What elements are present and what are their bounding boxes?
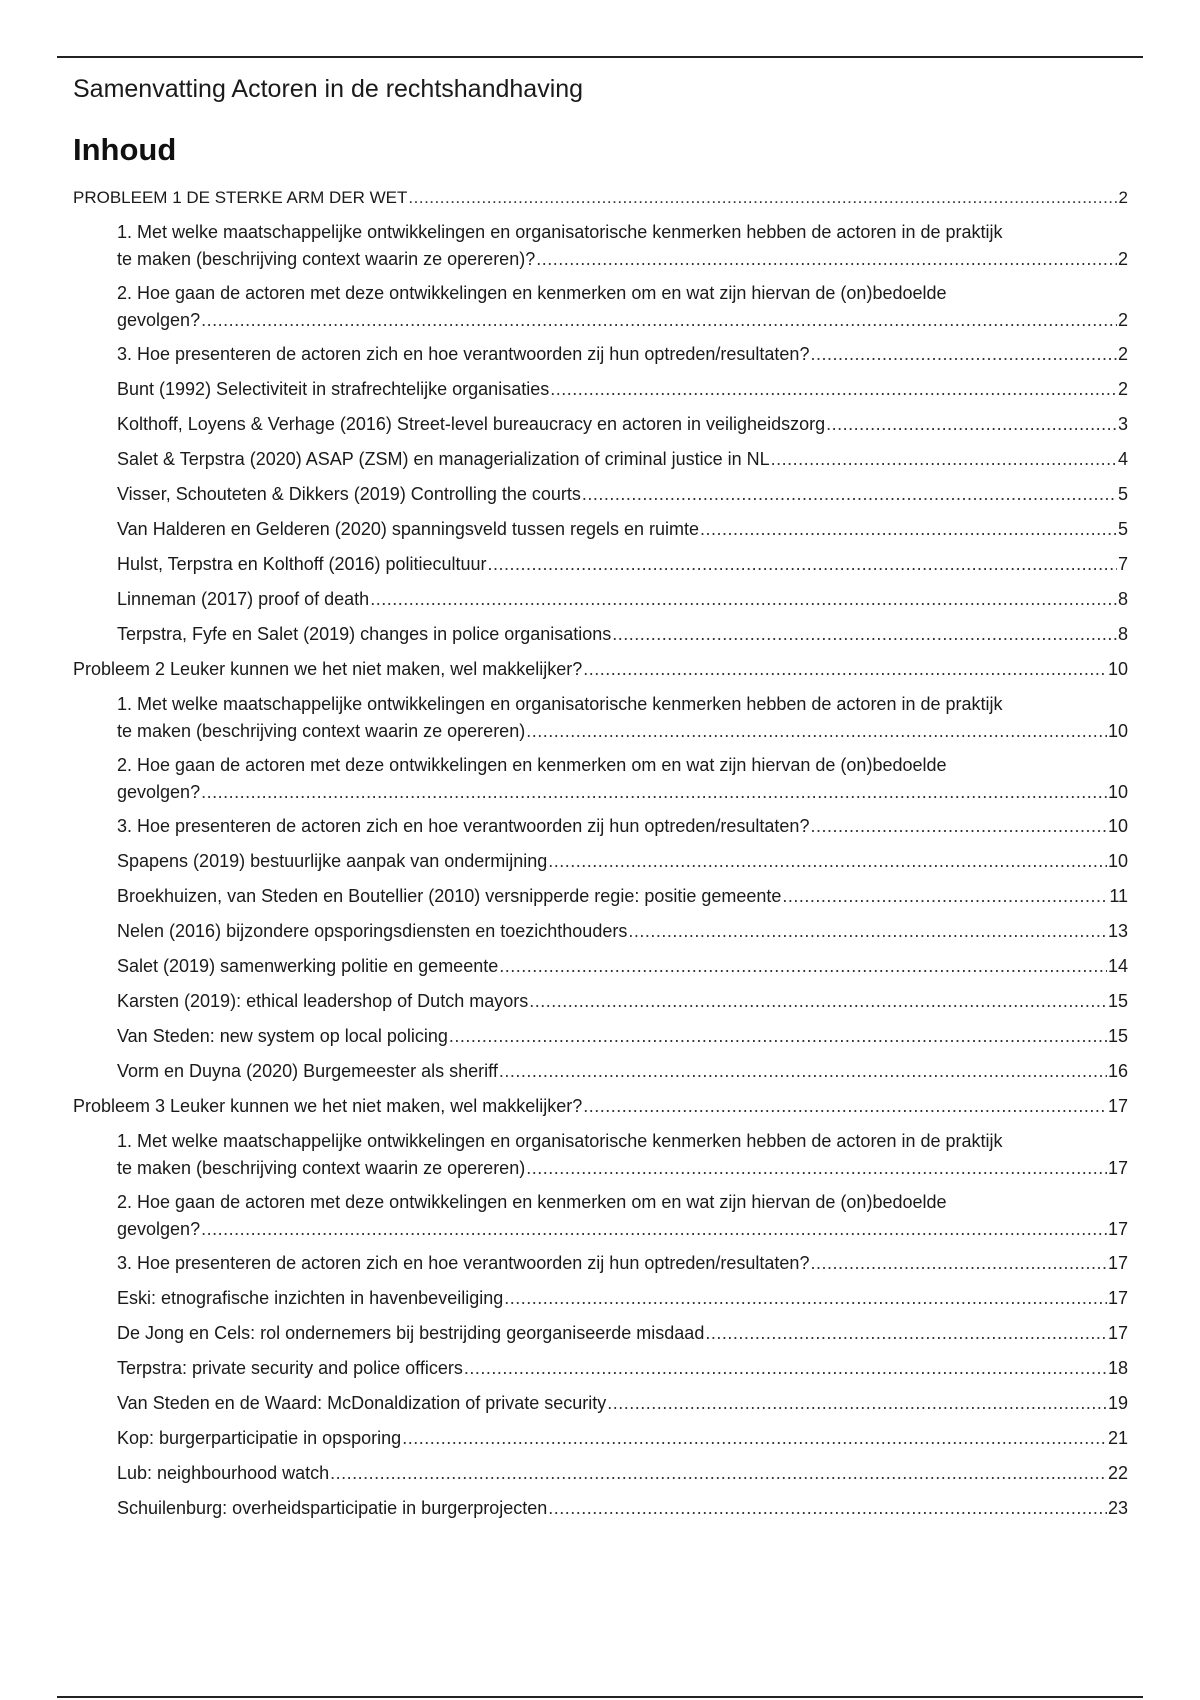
toc-dot-leader xyxy=(526,718,1107,745)
toc-dot-leader xyxy=(782,883,1108,910)
toc-section-entry[interactable] xyxy=(73,586,1128,613)
toc-entry-line xyxy=(117,1425,1128,1452)
toc-entry-title-line: 1. Met welke maatschappelijke ontwikkelingen en organisatorische kenmerken hebben de actoren in de praktijk xyxy=(117,694,1003,714)
toc-section-entry[interactable] xyxy=(73,988,1128,1015)
toc-entry-line xyxy=(117,1023,1128,1050)
toc-dot-leader xyxy=(464,1355,1107,1382)
toc-page-number: 2 xyxy=(1117,249,1128,269)
toc-page-number: 8 xyxy=(1117,589,1128,609)
toc-section-entry[interactable] xyxy=(73,341,1128,368)
toc-dot-leader xyxy=(700,516,1117,543)
toc-page-number: 4 xyxy=(1117,449,1128,469)
toc-entry-line xyxy=(73,184,1128,211)
toc-entry-line xyxy=(73,1093,1128,1120)
toc-dot-leader xyxy=(607,1390,1107,1417)
footer-rule xyxy=(57,1696,1143,1698)
toc-dot-leader xyxy=(583,656,1107,683)
toc-entry-title: Terpstra: private security and police officers xyxy=(117,1358,463,1378)
toc-entry-title: 3. Hoe presenteren de actoren zich en hoe verantwoorden zij hun optreden/resultaten? xyxy=(117,344,810,364)
toc-entry-line xyxy=(117,1058,1128,1085)
toc-section-entry[interactable] xyxy=(73,1189,1128,1243)
toc-entry-line xyxy=(117,1250,1128,1277)
toc-entry-line xyxy=(117,883,1128,910)
toc-page-number: 5 xyxy=(1117,484,1128,504)
toc-entry-title: Nelen (2016) bijzondere opsporingsdiensten en toezichthouders xyxy=(117,921,628,941)
toc-page-number: 8 xyxy=(1117,624,1128,644)
toc-entry-title: te maken (beschrijving context waarin ze opereren) xyxy=(117,721,526,741)
toc-page-number: 2 xyxy=(1117,379,1128,399)
toc-entry-title-line: 2. Hoe gaan de actoren met deze ontwikkelingen en kenmerken om en wat zijn hiervan de (on)bedoelde xyxy=(117,283,947,303)
toc-entry-line xyxy=(117,1285,1128,1312)
toc-entry-line xyxy=(117,551,1128,578)
toc-section-entry[interactable] xyxy=(73,411,1128,438)
toc-entry-line xyxy=(117,621,1128,648)
toc-entry-title: Linneman (2017) proof of death xyxy=(117,589,370,609)
toc-entry-title-line: 1. Met welke maatschappelijke ontwikkelingen en organisatorische kenmerken hebben de actoren in de praktijk xyxy=(117,1131,1003,1151)
toc-page-number: 21 xyxy=(1107,1428,1128,1448)
toc-dot-leader xyxy=(330,1460,1107,1487)
toc-entry-line xyxy=(73,656,1128,683)
toc-heading: Inhoud xyxy=(73,132,177,167)
toc-entry-line xyxy=(117,481,1128,508)
toc-dot-leader xyxy=(612,621,1117,648)
toc-entry-title: Salet (2019) samenwerking politie en gemeente xyxy=(117,956,499,976)
toc-chapter-entry[interactable] xyxy=(73,184,1128,211)
toc-page-number: 10 xyxy=(1107,816,1128,836)
toc-entry-line xyxy=(117,446,1128,473)
toc-section-entry[interactable] xyxy=(73,516,1128,543)
toc-entry-title-line: 2. Hoe gaan de actoren met deze ontwikkelingen en kenmerken om en wat zijn hiervan de (on)bedoelde xyxy=(117,755,947,775)
toc-section-entry[interactable] xyxy=(73,621,1128,648)
toc-section-entry[interactable] xyxy=(73,1058,1128,1085)
toc-entry-line xyxy=(117,516,1128,543)
toc-entry-title: PROBLEEM 1 DE STERKE ARM DER WET xyxy=(73,188,408,207)
toc-section-entry[interactable] xyxy=(73,1320,1128,1347)
toc-entry-title: Kolthoff, Loyens & Verhage (2016) Street-level bureaucracy en actoren in veiligheidszorg xyxy=(117,414,826,434)
toc-section-entry[interactable] xyxy=(73,1023,1128,1050)
toc-section-entry[interactable] xyxy=(73,551,1128,578)
toc-section-entry[interactable] xyxy=(73,1390,1128,1417)
toc-page-number: 17 xyxy=(1107,1253,1128,1273)
toc-page-number: 22 xyxy=(1107,1463,1128,1483)
toc-dot-leader xyxy=(408,184,1117,211)
toc-dot-leader xyxy=(628,918,1107,945)
toc-dot-leader xyxy=(499,1058,1107,1085)
toc-dot-leader xyxy=(370,586,1117,613)
toc-section-entry[interactable] xyxy=(73,1495,1128,1522)
toc-page-number: 10 xyxy=(1107,721,1128,741)
toc-section-entry[interactable] xyxy=(73,813,1128,840)
toc-entry-title: Probleem 3 Leuker kunnen we het niet maken, wel makkelijker? xyxy=(73,1096,583,1116)
toc-page-number: 15 xyxy=(1107,991,1128,1011)
toc-section-entry[interactable] xyxy=(73,446,1128,473)
toc-entry-title: gevolgen? xyxy=(117,782,201,802)
toc-page-number: 2 xyxy=(1117,310,1128,330)
toc-section-entry[interactable] xyxy=(73,1285,1128,1312)
toc-entry-line xyxy=(117,1390,1128,1417)
toc-dot-leader xyxy=(201,307,1117,334)
toc-section-entry[interactable] xyxy=(73,1355,1128,1382)
toc-entry-title: Spapens (2019) bestuurlijke aanpak van ondermijning xyxy=(117,851,548,871)
toc-entry-title: 3. Hoe presenteren de actoren zich en hoe verantwoorden zij hun optreden/resultaten? xyxy=(117,1253,810,1273)
toc-entry-title: Visser, Schouteten & Dikkers (2019) Controlling the courts xyxy=(117,484,581,504)
toc-entry-title: Karsten (2019): ethical leadershop of Dutch mayors xyxy=(117,991,529,1011)
toc-entry-title: Salet & Terpstra (2020) ASAP (ZSM) en managerialization of criminal justice in NL xyxy=(117,449,770,469)
toc-section-entry[interactable] xyxy=(73,219,1128,273)
toc-entry-line xyxy=(117,813,1128,840)
toc-section-entry[interactable] xyxy=(73,691,1128,745)
toc-section-entry[interactable] xyxy=(73,848,1128,875)
toc-entry-line xyxy=(117,586,1128,613)
toc-section-entry[interactable] xyxy=(73,752,1128,806)
toc-dot-leader xyxy=(201,1216,1107,1243)
document-header-title: Samenvatting Actoren in de rechtshandhaving xyxy=(73,75,584,103)
toc-entry-line xyxy=(117,411,1128,438)
toc-page-number: 18 xyxy=(1107,1358,1128,1378)
toc-entry-line xyxy=(117,718,1128,745)
toc-page-number: 17 xyxy=(1107,1323,1128,1343)
toc-entry-title-line: 1. Met welke maatschappelijke ontwikkelingen en organisatorische kenmerken hebben de actoren in de praktijk xyxy=(117,222,1003,242)
toc-entry-title: Bunt (1992) Selectiviteit in strafrechtelijke organisaties xyxy=(117,379,550,399)
toc-dot-leader xyxy=(826,411,1117,438)
toc-entry-title: Kop: burgerparticipatie in opsporing xyxy=(117,1428,402,1448)
toc-dot-leader xyxy=(550,376,1117,403)
toc-chapter-entry[interactable] xyxy=(73,656,1128,683)
toc-section-entry[interactable] xyxy=(73,376,1128,403)
toc-entry-line xyxy=(117,376,1128,403)
toc-dot-leader xyxy=(499,953,1107,980)
toc-entry-title: Terpstra, Fyfe en Salet (2019) changes in police organisations xyxy=(117,624,612,644)
toc-dot-leader xyxy=(402,1425,1107,1452)
toc-dot-leader xyxy=(201,779,1107,806)
toc-entry-title: De Jong en Cels: rol ondernemers bij bestrijding georganiseerde misdaad xyxy=(117,1323,705,1343)
toc-dot-leader xyxy=(583,1093,1107,1120)
toc-page-number: 17 xyxy=(1107,1096,1128,1116)
toc-chapter-entry[interactable] xyxy=(73,1093,1128,1120)
toc-entry-line xyxy=(117,1495,1128,1522)
toc-dot-leader xyxy=(536,246,1117,273)
toc-dot-leader xyxy=(705,1320,1107,1347)
toc-entry-title: Broekhuizen, van Steden en Boutellier (2010) versnipperde regie: positie gemeente xyxy=(117,886,782,906)
toc-page-number: 7 xyxy=(1117,554,1128,574)
toc-dot-leader xyxy=(582,481,1117,508)
toc-page-number: 13 xyxy=(1107,921,1128,941)
toc-entry-title: te maken (beschrijving context waarin ze opereren) xyxy=(117,1158,526,1178)
toc-dot-leader xyxy=(810,341,1117,368)
toc-section-entry[interactable] xyxy=(73,1128,1128,1182)
toc-entry-line xyxy=(117,341,1128,368)
toc-entry-title: Van Steden en de Waard: McDonaldization of private security xyxy=(117,1393,607,1413)
toc-page-number: 5 xyxy=(1117,519,1128,539)
toc-entry-title: Eski: etnografische inzichten in havenbeveiliging xyxy=(117,1288,504,1308)
toc-dot-leader xyxy=(771,446,1117,473)
toc-page-number: 15 xyxy=(1107,1026,1128,1046)
toc-dot-leader xyxy=(548,1495,1107,1522)
toc-dot-leader xyxy=(810,1250,1107,1277)
toc-entry-line xyxy=(117,1320,1128,1347)
toc-page-number: 10 xyxy=(1107,782,1128,802)
toc-page-number: 14 xyxy=(1107,956,1128,976)
toc-entry-line xyxy=(117,848,1128,875)
toc-entry-line xyxy=(117,779,1128,806)
toc-entry-title: gevolgen? xyxy=(117,1219,201,1239)
toc-entry-line xyxy=(117,1460,1128,1487)
toc-entry-title: gevolgen? xyxy=(117,310,201,330)
toc-section-entry[interactable] xyxy=(73,280,1128,334)
toc-page-number: 16 xyxy=(1107,1061,1128,1081)
toc-dot-leader xyxy=(526,1155,1107,1182)
toc-entry-title: Lub: neighbourhood watch xyxy=(117,1463,330,1483)
toc-dot-leader xyxy=(504,1285,1107,1312)
toc-entry-line xyxy=(117,1355,1128,1382)
toc-entry-line xyxy=(117,918,1128,945)
toc-entry-title: Probleem 2 Leuker kunnen we het niet maken, wel makkelijker? xyxy=(73,659,583,679)
toc-section-entry[interactable] xyxy=(73,1460,1128,1487)
toc-dot-leader xyxy=(488,551,1117,578)
table-of-contents xyxy=(73,184,1128,1522)
toc-entry-line xyxy=(117,988,1128,1015)
toc-entry-title: Van Steden: new system op local policing xyxy=(117,1026,448,1046)
toc-section-entry[interactable] xyxy=(73,1250,1128,1277)
toc-entry-title: Van Halderen en Gelderen (2020) spanningsveld tussen regels en ruimte xyxy=(117,519,700,539)
toc-page-number: 10 xyxy=(1107,659,1128,679)
toc-page-number: 23 xyxy=(1107,1498,1128,1518)
toc-page-number: 17 xyxy=(1107,1219,1128,1239)
toc-entry-line xyxy=(117,1216,1128,1243)
toc-dot-leader xyxy=(529,988,1107,1015)
toc-page-number: 11 xyxy=(1109,886,1128,906)
toc-section-entry[interactable] xyxy=(73,1425,1128,1452)
toc-page-number: 2 xyxy=(1117,344,1128,364)
toc-entry-title: Hulst, Terpstra en Kolthoff (2016) politiecultuur xyxy=(117,554,487,574)
toc-entry-line xyxy=(117,307,1128,334)
toc-page-number: 17 xyxy=(1107,1158,1128,1178)
toc-page-number: 10 xyxy=(1107,851,1128,871)
toc-page-number: 19 xyxy=(1107,1393,1128,1413)
toc-entry-title-line: 2. Hoe gaan de actoren met deze ontwikkelingen en kenmerken om en wat zijn hiervan de (on)bedoelde xyxy=(117,1192,947,1212)
toc-section-entry[interactable] xyxy=(73,953,1128,980)
toc-dot-leader xyxy=(449,1023,1107,1050)
toc-dot-leader xyxy=(810,813,1107,840)
toc-entry-line xyxy=(117,1155,1128,1182)
toc-entry-title: te maken (beschrijving context waarin ze opereren)? xyxy=(117,249,536,269)
toc-entry-title: Schuilenburg: overheidsparticipatie in burgerprojecten xyxy=(117,1498,548,1518)
toc-entry-title: 3. Hoe presenteren de actoren zich en hoe verantwoorden zij hun optreden/resultaten? xyxy=(117,816,810,836)
toc-section-entry[interactable] xyxy=(73,481,1128,508)
toc-dot-leader xyxy=(548,848,1107,875)
toc-page-number: 3 xyxy=(1117,414,1128,434)
toc-page-number: 2 xyxy=(1118,188,1128,207)
toc-entry-line xyxy=(117,246,1128,273)
header-rule xyxy=(57,56,1143,58)
toc-page-number: 17 xyxy=(1107,1288,1128,1308)
toc-entry-line xyxy=(117,953,1128,980)
toc-section-entry[interactable] xyxy=(73,918,1128,945)
toc-entry-title: Vorm en Duyna (2020) Burgemeester als sheriff xyxy=(117,1061,498,1081)
toc-section-entry[interactable] xyxy=(73,883,1128,910)
